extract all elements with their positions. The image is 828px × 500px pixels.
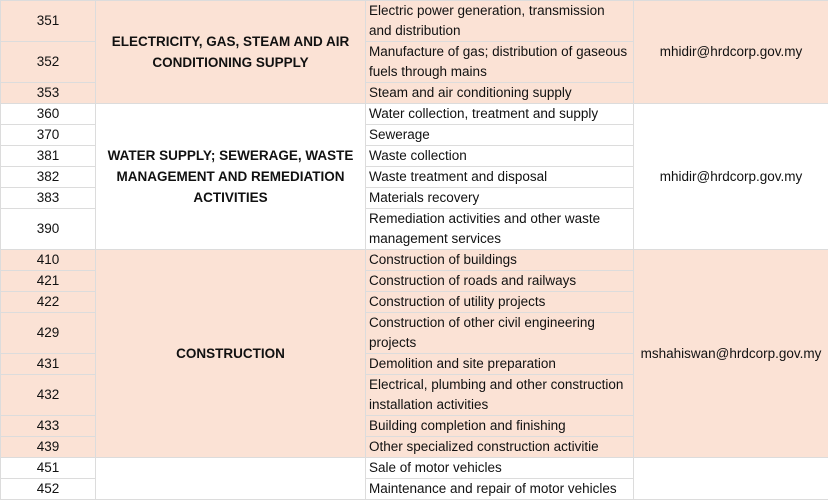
- description-cell: Steam and air conditioning supply: [366, 83, 634, 104]
- sector-cell: ELECTRICITY, GAS, STEAM AND AIR CONDITIONING SUPPLY: [96, 1, 366, 104]
- description-cell: Water collection, treatment and supply: [366, 104, 634, 125]
- code-cell: 432: [1, 375, 96, 416]
- description-cell: Maintenance and repair of motor vehicles: [366, 479, 634, 500]
- code-cell: 360: [1, 104, 96, 125]
- description-cell: Electrical, plumbing and other construction installation activities: [366, 375, 634, 416]
- code-cell: 452: [1, 479, 96, 500]
- email-cell: [634, 458, 828, 500]
- code-cell: 352: [1, 42, 96, 83]
- code-cell: 422: [1, 292, 96, 313]
- email-cell: mshahiswan@hrdcorp.gov.my: [634, 250, 828, 458]
- code-cell: 382: [1, 167, 96, 188]
- code-cell: 351: [1, 1, 96, 42]
- description-cell: Waste collection: [366, 146, 634, 167]
- table-row: [1, 104, 828, 125]
- description-cell: Sewerage: [366, 125, 634, 146]
- code-cell: 421: [1, 271, 96, 292]
- code-cell: 390: [1, 209, 96, 250]
- code-cell: 383: [1, 188, 96, 209]
- code-cell: 381: [1, 146, 96, 167]
- sector-cell: [96, 458, 366, 500]
- sector-cell: CONSTRUCTION: [96, 250, 366, 458]
- code-cell: 439: [1, 437, 96, 458]
- description-cell: Demolition and site preparation: [366, 354, 634, 375]
- code-cell: 410: [1, 250, 96, 271]
- code-cell: 431: [1, 354, 96, 375]
- code-cell: 429: [1, 313, 96, 354]
- code-cell: 353: [1, 83, 96, 104]
- description-cell: Manufacture of gas; distribution of gaseous fuels through mains: [366, 42, 634, 83]
- code-cell: 451: [1, 458, 96, 479]
- table-row: [1, 458, 828, 479]
- code-cell: 370: [1, 125, 96, 146]
- description-cell: Construction of other civil engineering projects: [366, 313, 634, 354]
- description-cell: Construction of utility projects: [366, 292, 634, 313]
- description-cell: Building completion and finishing: [366, 416, 634, 437]
- description-cell: Construction of roads and railways: [366, 271, 634, 292]
- description-cell: Other specialized construction activitie: [366, 437, 634, 458]
- email-cell: mhidir@hrdcorp.gov.my: [634, 1, 828, 104]
- description-cell: Construction of buildings: [366, 250, 634, 271]
- description-cell: Electric power generation, transmission and distribution: [366, 1, 634, 42]
- description-cell: Sale of motor vehicles: [366, 458, 634, 479]
- description-cell: Remediation activities and other waste management services: [366, 209, 634, 250]
- table-row: [1, 250, 828, 271]
- table-row: [1, 1, 828, 42]
- code-cell: 433: [1, 416, 96, 437]
- sector-cell: WATER SUPPLY; SEWERAGE, WASTE MANAGEMENT AND REMEDIATION ACTIVITIES: [96, 104, 366, 250]
- email-cell: mhidir@hrdcorp.gov.my: [634, 104, 828, 250]
- description-cell: Waste treatment and disposal: [366, 167, 634, 188]
- description-cell: Materials recovery: [366, 188, 634, 209]
